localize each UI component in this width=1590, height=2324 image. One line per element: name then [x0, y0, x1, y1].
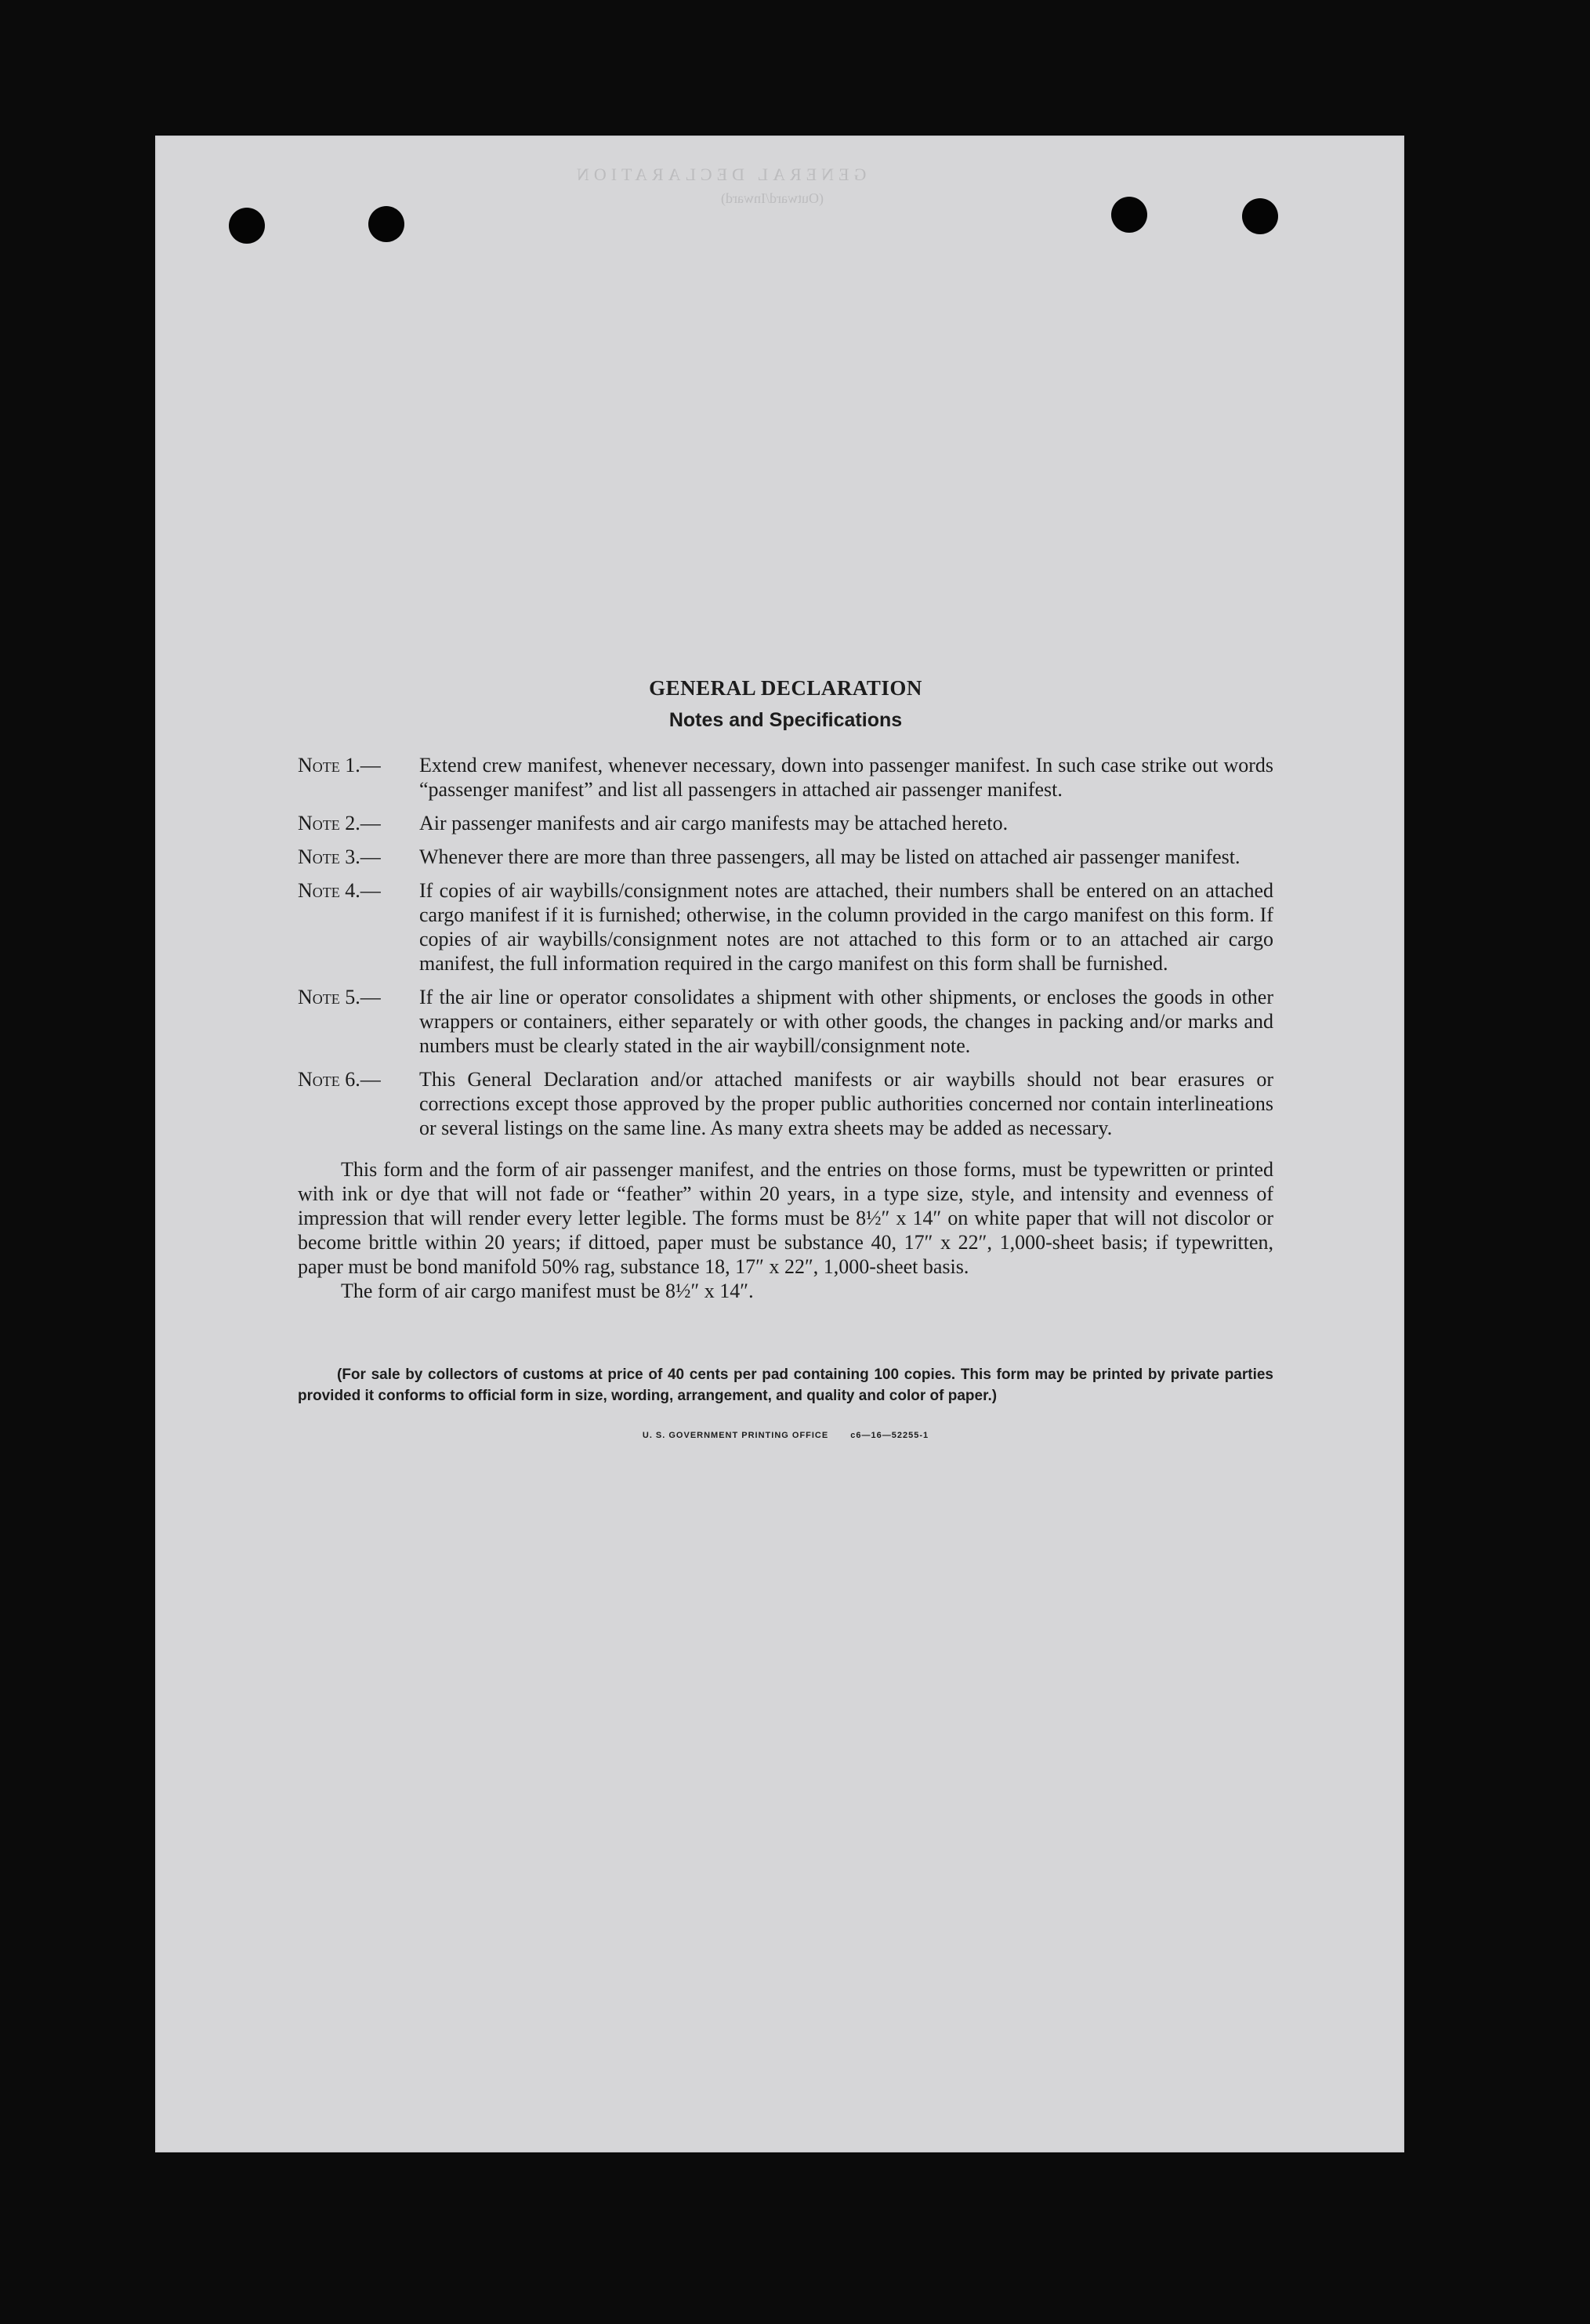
punch-hole-right-2: [1242, 198, 1278, 234]
note-label: Note 5.—: [298, 986, 381, 1008]
specifications-paragraph: This form and the form of air passenger manifest, and the entries on those forms, must be typewritten or printed with ink or dye that will not fade or “feather” within 20 years, in a type size, style, and intensity and evenness of impression that will render every letter legible. The forms must be 8½″ x 14″ on white paper that will not discolor or become brittle within 20 years; if dittoed, paper must be substance 40, 17″ x 22″, 1,000-sheet basis; if typewritten, paper must be bond manifold 50% rag, substance 18, 17″ x 22″, 1,000-sheet basis.: [298, 1158, 1273, 1278]
note-label: Note 4.—: [298, 879, 381, 902]
note-label: Note 6.—: [298, 1068, 381, 1091]
printer-code: c6—16—52255-1: [850, 1431, 929, 1440]
note-label: Note 2.—: [298, 812, 381, 834]
page-title: GENERAL DECLARATION: [649, 676, 922, 700]
note-5: [298, 985, 1273, 1058]
note-2: [298, 811, 1273, 835]
note-text: This General Declaration and/or attached manifests or air waybills should not bear erasures or corrections except those approved by the proper public authorities concerned nor contain interlineations or several listings on the same line. As many extra sheets may be added as necessary.: [419, 1068, 1273, 1139]
note-label: Note 1.—: [298, 754, 381, 776]
note-text: If copies of air waybills/consignment notes are attached, their numbers shall be entered on an attached cargo manifest if it is furnished; otherwise, in the column provided in the cargo manifest on this form. If copies of air waybills/consignment notes are not attached to this form or to an attached air cargo manifest, the full information required in the cargo manifest on this form shall be furnished.: [419, 879, 1273, 975]
sale-note: (For sale by collectors of customs at price of 40 cents per pad containing 100 copies. This form may be printed by private parties provided it conforms to official form in size, wording, arrangement, and quality and color of paper.): [298, 1367, 1273, 1404]
note-text: Whenever there are more than three passengers, all may be listed on attached air passenger manifest.: [419, 845, 1240, 868]
note-3: [298, 845, 1273, 869]
note-text: Air passenger manifests and air cargo manifests may be attached hereto.: [419, 812, 1009, 834]
punch-hole-right-1: [1111, 197, 1147, 233]
punch-hole-left-2: [368, 206, 404, 242]
printing-office-line: [298, 1424, 1273, 1448]
note-label: Note 3.—: [298, 845, 381, 868]
note-text: If the air line or operator consolidates a shipment with other shipments, or encloses the goods in other wrappers or containers, either separately or with other goods, the changes in packing and/or marks and numbers must be clearly stated in the air waybill/consignment note.: [419, 986, 1273, 1057]
note-4: [298, 878, 1273, 976]
page-subtitle: Notes and Specifications: [668, 709, 903, 731]
notes-content: [298, 676, 1273, 1448]
note-1: [298, 753, 1273, 802]
bleed-through-subheading: (Outward/Inward): [721, 190, 824, 206]
document-page: [157, 137, 1403, 2151]
bleed-through-heading: GENERAL DECLARATION: [572, 165, 867, 184]
note-6: [298, 1067, 1273, 1140]
note-text: Extend crew manifest, whenever necessary, down into passenger manifest. In such case strike out words “passenger manifest” and list all passengers in attached air passenger manifest.: [419, 754, 1273, 801]
cargo-manifest-size: The form of air cargo manifest must be 8½″ x 14″.: [341, 1280, 754, 1302]
punch-hole-left-1: [229, 208, 265, 244]
printer-name: U. S. GOVERNMENT PRINTING OFFICE: [642, 1431, 829, 1440]
